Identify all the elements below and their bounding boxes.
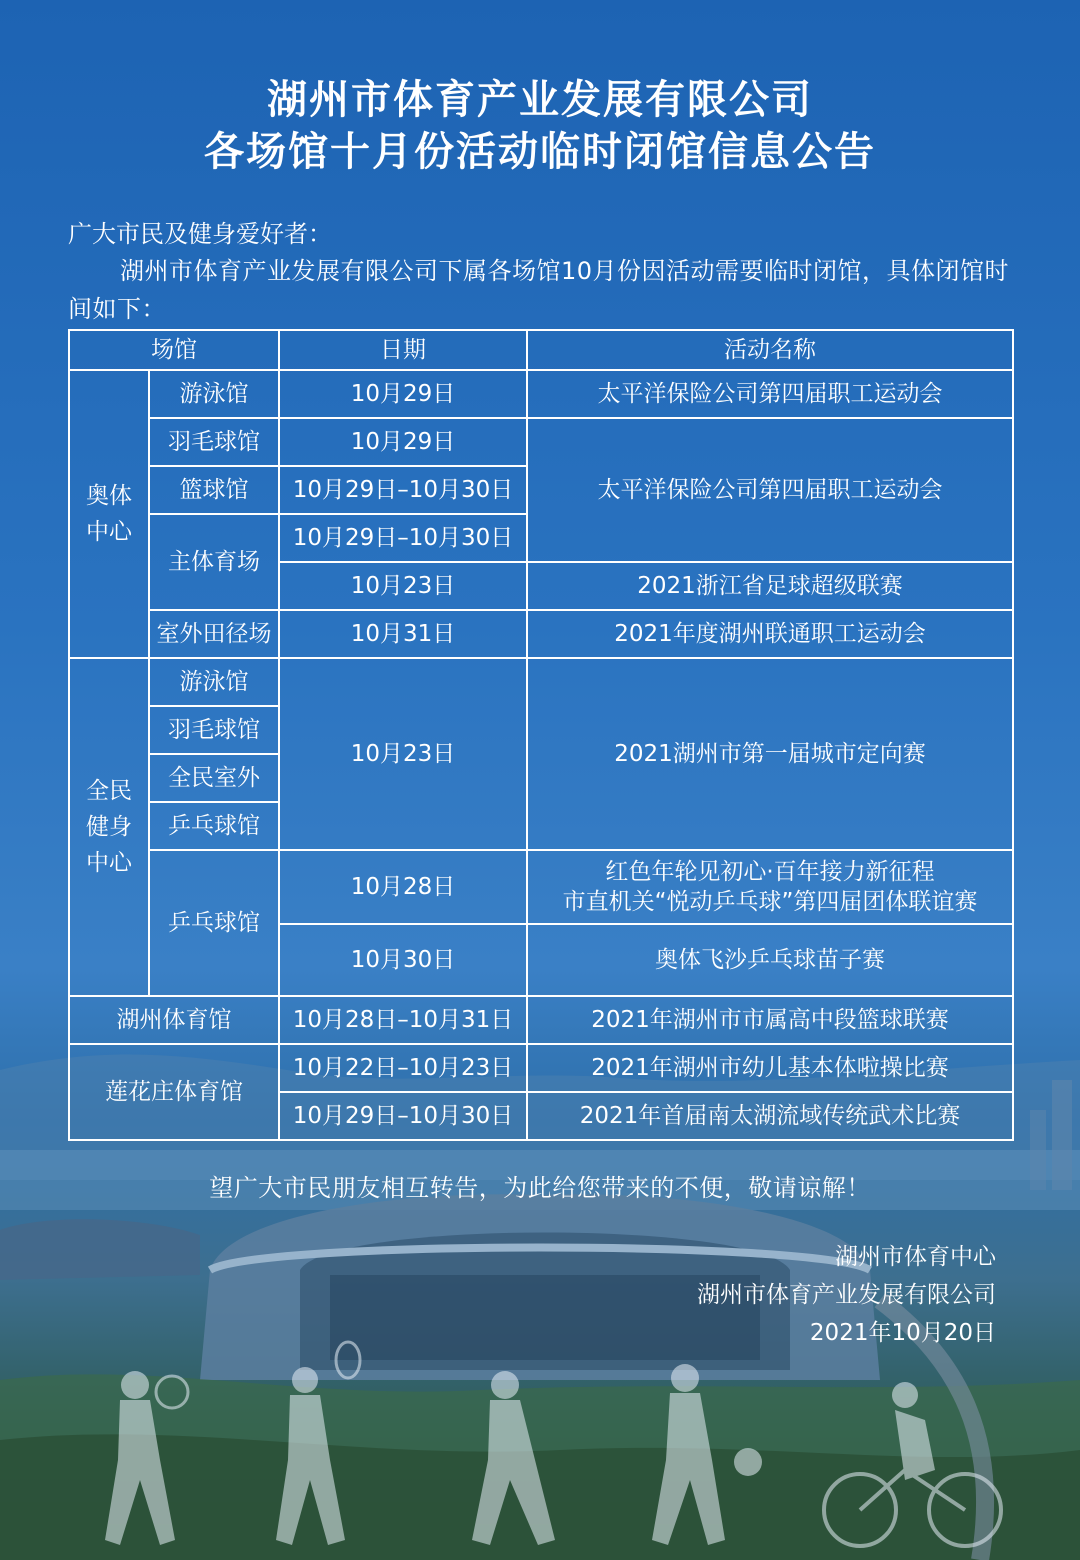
venue-cell: 游泳馆 — [149, 658, 279, 706]
date-cell: 10月31日 — [279, 610, 527, 658]
venue-cell: 羽毛球馆 — [149, 706, 279, 754]
event-cell: 奥体飞沙乒乓球苗子赛 — [527, 924, 1013, 996]
event-cell: 2021年湖州市幼儿基本体啦操比赛 — [527, 1044, 1013, 1092]
date-cell: 10月23日 — [279, 562, 527, 610]
event-line: 市直机关“悦动乒乓球”第四届团体联谊赛 — [562, 889, 978, 915]
event-cell: 2021湖州市第一届城市定向赛 — [527, 658, 1013, 850]
event-cell — [527, 850, 1013, 924]
table-row — [69, 1044, 1013, 1092]
date-cell: 10月28日 — [279, 850, 527, 924]
date-cell: 10月28日–10月31日 — [279, 996, 527, 1044]
venue-cell: 室外田径场 — [149, 610, 279, 658]
closing-note: 望广大市民朋友相互转告，为此给您带来的不便，敬请谅解！ — [209, 1174, 871, 1202]
date-cell: 10月29日–10月30日 — [279, 466, 527, 514]
event-line: 红色年轮见初心·百年接力新征程 — [605, 859, 935, 885]
intro-paragraph: 湖州市体育产业发展有限公司下属各场馆10月份因活动需要临时闭馆，具体闭馆时间如下： — [68, 257, 1010, 323]
venue-cell: 篮球馆 — [149, 466, 279, 514]
venue-cell: 游泳馆 — [149, 370, 279, 418]
group-quanmin-label: 全民健身中心 — [86, 778, 132, 876]
table-row — [69, 850, 1013, 924]
date-cell: 10月30日 — [279, 924, 527, 996]
venue-cell: 主体育场 — [149, 514, 279, 610]
date-cell: 10月22日–10月23日 — [279, 1044, 527, 1092]
table-row — [69, 658, 1013, 706]
date-cell: 10月29日–10月30日 — [279, 1092, 527, 1140]
venue-cell: 湖州体育馆 — [69, 996, 279, 1044]
table-row — [69, 996, 1013, 1044]
date-cell: 10月29日–10月30日 — [279, 514, 527, 562]
header-event: 活动名称 — [527, 330, 1013, 370]
signature-date: 2021年10月20日 — [809, 1320, 996, 1346]
venue-cell: 全民室外 — [149, 754, 279, 802]
table-row — [69, 610, 1013, 658]
group-aoti-label: 奥体中心 — [86, 483, 132, 545]
venue-cell: 乒乓球馆 — [149, 802, 279, 850]
group-aoti — [69, 370, 149, 658]
closure-schedule-table — [68, 329, 1014, 1141]
venue-cell: 莲花庄体育馆 — [69, 1044, 279, 1140]
table-row — [69, 418, 1013, 466]
event-cell: 太平洋保险公司第四届职工运动会 — [527, 418, 1013, 562]
event-cell: 2021年度湖州联通职工运动会 — [527, 610, 1013, 658]
signature-org2: 湖州市体育产业发展有限公司 — [697, 1282, 996, 1308]
notice-title-line1: 湖州市体育产业发展有限公司 — [267, 77, 813, 123]
table-header-row — [69, 330, 1013, 370]
venue-cell: 羽毛球馆 — [149, 418, 279, 466]
event-cell: 2021浙江省足球超级联赛 — [527, 562, 1013, 610]
event-cell: 太平洋保险公司第四届职工运动会 — [527, 370, 1013, 418]
date-cell: 10月29日 — [279, 370, 527, 418]
event-cell: 2021年首届南太湖流域传统武术比赛 — [527, 1092, 1013, 1140]
group-quanmin — [69, 658, 149, 996]
greeting: 广大市民及健身爱好者： — [68, 220, 332, 248]
notice-title-line2: 各场馆十月份活动临时闭馆信息公告 — [204, 129, 876, 175]
header-date: 日期 — [279, 330, 527, 370]
signature-org1: 湖州市体育中心 — [835, 1244, 996, 1270]
date-cell: 10月29日 — [279, 418, 527, 466]
event-cell: 2021年湖州市市属高中段篮球联赛 — [527, 996, 1013, 1044]
venue-cell: 乒乓球馆 — [149, 850, 279, 996]
header-venue: 场馆 — [69, 330, 279, 370]
date-cell: 10月23日 — [279, 658, 527, 850]
table-row — [69, 370, 1013, 418]
